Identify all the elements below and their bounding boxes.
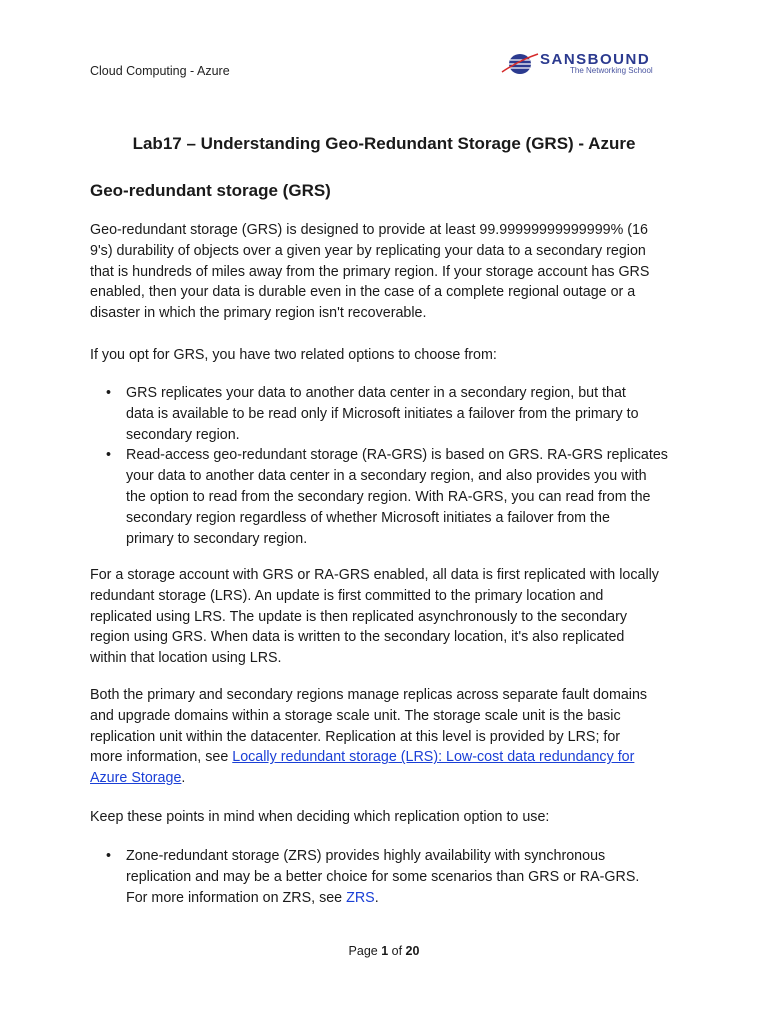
text-line: and upgrade domains within a storage scale unit. The storage scale unit is the basic — [90, 707, 621, 724]
text-line — [90, 747, 647, 768]
text: . — [374, 889, 379, 906]
of-label: of — [388, 944, 406, 958]
paragraph-options — [90, 345, 497, 366]
text-line: Read-access geo-redundant storage (RA-GRS) is based on GRS. RA-GRS replicates — [126, 447, 668, 464]
item-lines — [126, 846, 639, 888]
text-line — [90, 768, 647, 789]
text-line: enabled, then your data is durable even in the case of a complete regional outage or a — [90, 284, 636, 301]
text-line: replicated using LRS. The update is then replicated asynchronously to the secondary — [90, 608, 627, 625]
text-line: secondary region regardless of whether Microsoft initiates a failover from the — [126, 509, 610, 526]
page-footer — [0, 944, 768, 958]
text-line: the option to read from the secondary region. With RA-GRS, you can read from the — [126, 488, 651, 505]
globe-icon — [500, 50, 540, 78]
running-header: Cloud Computing - Azure — [90, 64, 230, 78]
page-number: 1 — [381, 944, 389, 958]
text: more information, see — [90, 749, 233, 766]
text-line: replication and may be a better choice for some scenarios than GRS or RA-GRS. — [126, 868, 640, 885]
paragraph-intro — [90, 220, 649, 324]
page-label: Page — [348, 944, 382, 958]
text-line: secondary region. — [126, 426, 240, 443]
lrs-link[interactable]: Locally redundant storage (LRS): Low-cost data redundancy for — [232, 749, 635, 766]
paragraph-lrs — [90, 565, 659, 669]
paragraph-keep-in-mind — [90, 807, 549, 828]
text: For more information on ZRS, see — [126, 889, 347, 906]
sansbound-logo — [500, 50, 680, 78]
text-line: Geo-redundant storage (GRS) is designed to provide at least 99.99999999999999% (16 — [90, 222, 648, 238]
bullet-list-zrs — [106, 846, 639, 908]
text-line: Zone-redundant storage (ZRS) provides highly availability with synchronous — [126, 848, 606, 864]
list-item — [106, 383, 668, 445]
text-line: primary to secondary region. — [126, 530, 308, 547]
page-title: Lab17 – Understanding Geo-Redundant Storage (GRS) - Azure — [132, 134, 636, 153]
text-line: data is available to be read only if Microsoft initiates a failover from the primary to — [126, 405, 639, 422]
bullet-icon: • — [106, 848, 112, 864]
bullet-list-grs-options — [106, 383, 668, 549]
page-total: 20 — [405, 944, 420, 958]
text-line: Keep these points in mind when deciding which replication option to use: — [90, 809, 550, 825]
text: . — [181, 770, 186, 787]
paragraph-lines — [90, 685, 647, 747]
text-line: redundant storage (LRS). An update is first committed to the primary location and — [90, 587, 604, 604]
section-heading: Geo-redundant storage (GRS) — [90, 181, 331, 200]
list-item — [106, 846, 639, 908]
text-line: replication unit within the datacenter. Replication at this level is provided by LRS; for — [90, 728, 621, 745]
list-item — [106, 445, 668, 549]
text-line — [126, 888, 639, 909]
bullet-icon: • — [106, 447, 112, 464]
logo-name: SANSBOUND — [540, 51, 651, 68]
text-line: If you opt for GRS, you have two related options to choose from: — [90, 347, 497, 363]
bullet-icon: • — [106, 385, 112, 401]
text-line: Both the primary and secondary regions manage replicas across separate fault domains — [90, 687, 648, 703]
text-line: that is hundreds of miles away from the primary region. If your storage account has GRS — [90, 263, 650, 280]
text-line: region using GRS. When data is written to the secondary location, it's also replicated — [90, 629, 625, 646]
lrs-link-continued[interactable]: Azure Storage — [90, 770, 182, 787]
text-line: For a storage account with GRS or RA-GRS enabled, all data is first replicated with locally — [90, 567, 659, 583]
text-line: 9's) durability of objects over a given year by replicating your data to a secondary region — [90, 242, 646, 259]
text-line: disaster in which the primary region isn't recoverable. — [90, 305, 427, 322]
text-line: within that location using LRS. — [90, 650, 282, 667]
paragraph-scale-unit — [90, 685, 647, 789]
zrs-link[interactable]: ZRS — [346, 889, 375, 906]
logo-tagline: The Networking School — [570, 66, 653, 75]
text-line: GRS replicates your data to another data center in a secondary region, but that — [126, 385, 626, 401]
text-line: your data to another data center in a secondary region, and also provides you with — [126, 468, 647, 485]
